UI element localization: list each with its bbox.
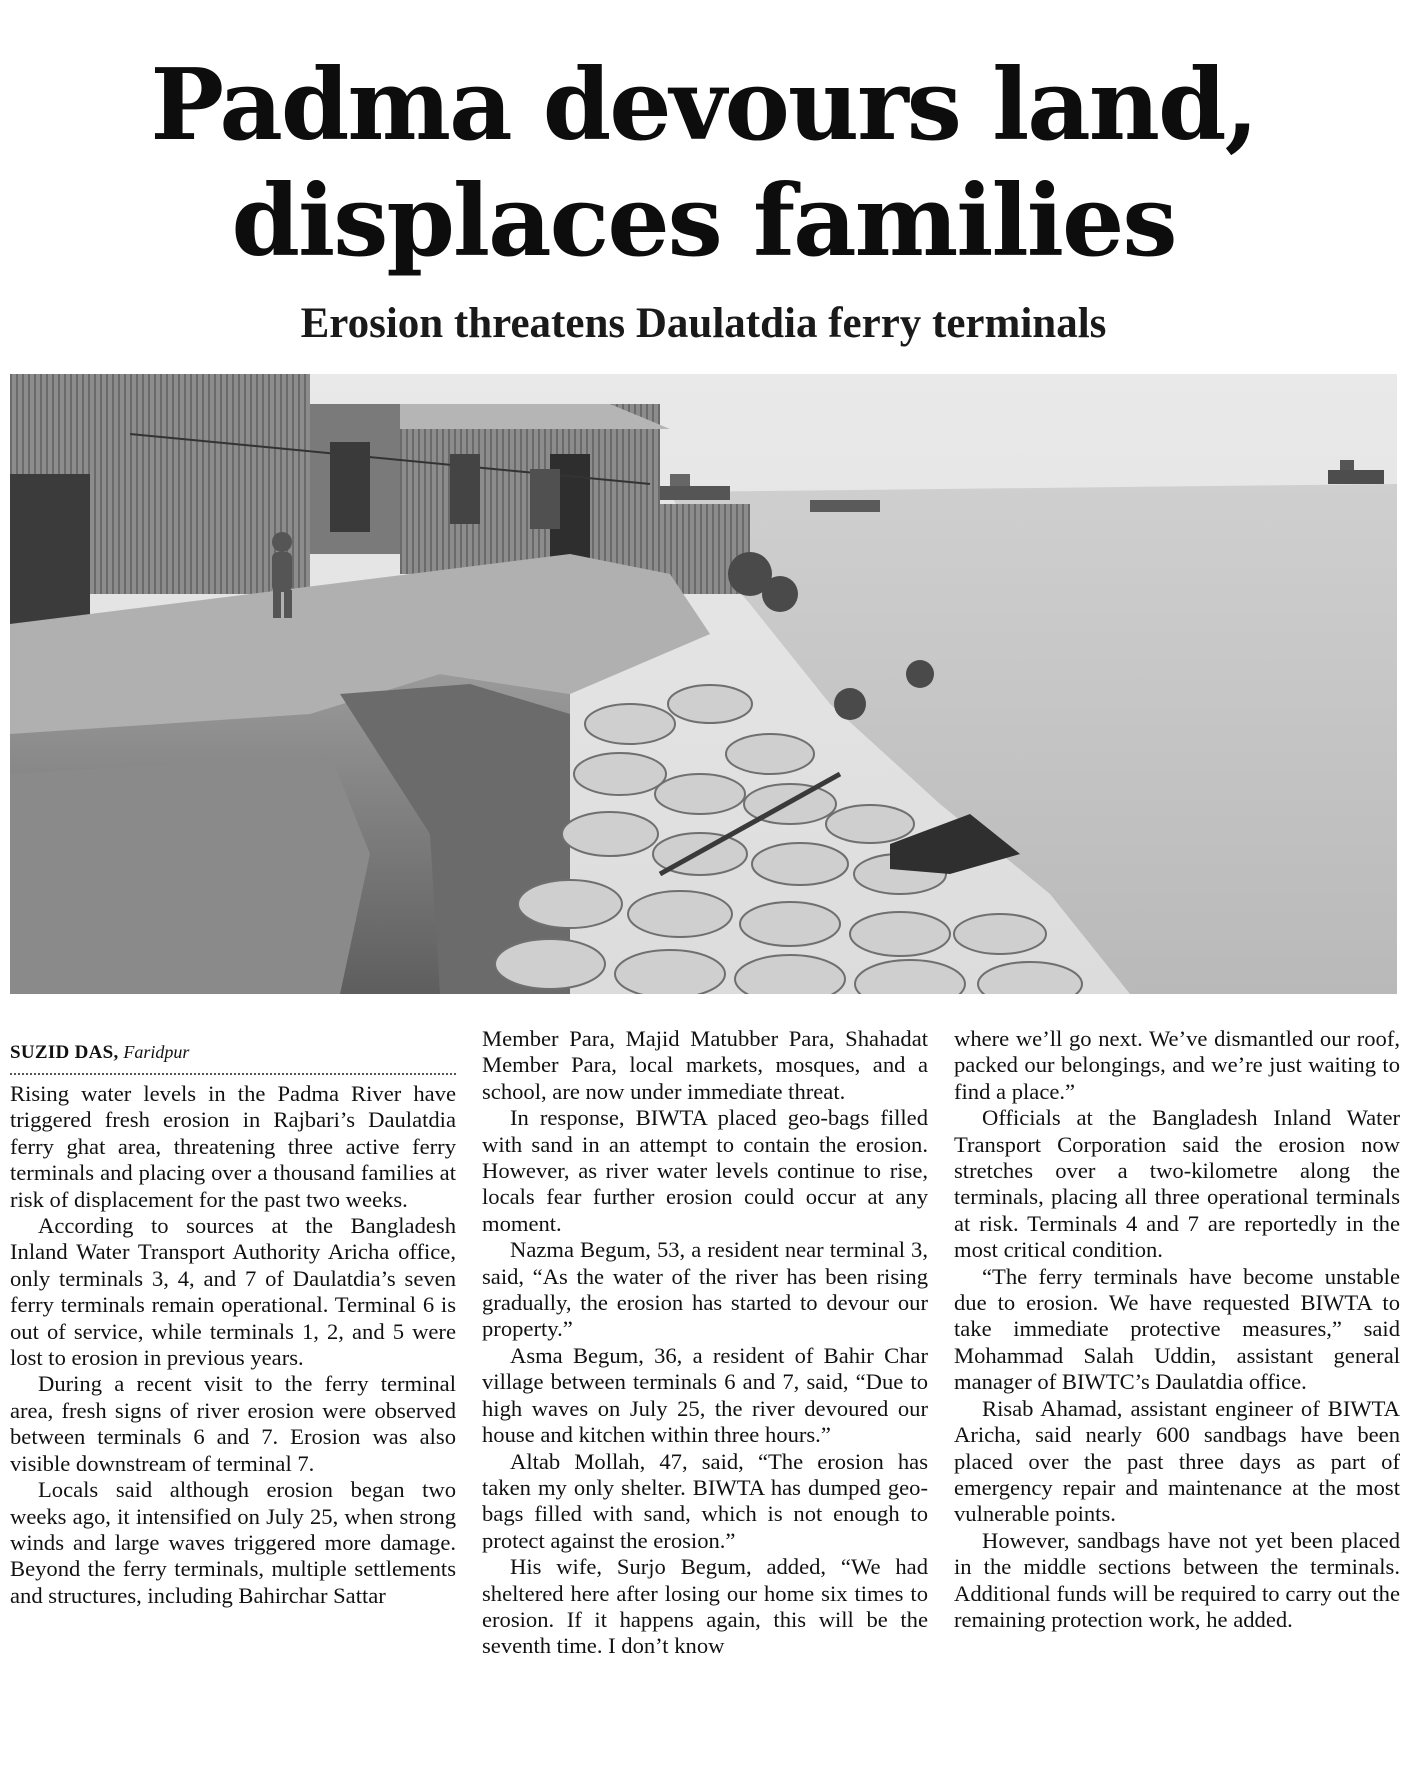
subheadline: Erosion threatens Daulatdia ferry terminals xyxy=(300,300,1107,347)
article-column-2 xyxy=(482,1026,928,1761)
paragraph: According to sources at the Bangladesh Inland Water Transport Authority Aricha office, only terminals 3, 4, and 7 of Daulatdia’s seven ferry terminals remain operational. Terminal 6 is out of service, while terminals 1, 2, and 5 were lost to erosion in previous years. xyxy=(10,1213,456,1371)
paragraph: During a recent visit to the ferry terminal area, fresh signs of river erosion were observed between terminals 6 and 7. Erosion was also visible downstream of terminal 7. xyxy=(10,1371,456,1476)
article-column-3 xyxy=(954,1026,1400,1761)
paragraph: Risab Ahamad, assistant engineer of BIWTA Aricha, said nearly 600 sandbags have been placed over the past three days as part of emergency repair and maintenance at the most vulnerable points. xyxy=(954,1395,1400,1527)
headline-line-2: displaces families xyxy=(231,164,1176,279)
headline xyxy=(0,48,1407,280)
byline xyxy=(10,1026,456,1075)
paragraph: Locals said although erosion began two weeks ago, it intensified on July 25, when strong winds and large waves triggered more damage. Beyond the ferry terminals, multiple settlements and structures, including Bahirchar Sattar xyxy=(10,1477,456,1608)
headline-line-1: Padma devours land, xyxy=(150,48,1257,163)
paragraph: Altab Mollah, 47, said, “The erosion has taken my only shelter. BIWTA has dumped geo-bags filled with sand, which is not enough to protect against the erosion.” xyxy=(482,1448,928,1553)
paragraph: “The ferry terminals have become unstable due to erosion. We have requested BIWTA to take immediate protective measures,” said Mohammad Salah Uddin, assistant general manager of BIWTC’s Daulatdia office. xyxy=(954,1263,1400,1395)
paragraph: However, sandbags have not yet been placed in the middle sections between the terminals. Additional funds will be required to carry out the remaining protection work, he added. xyxy=(954,1527,1400,1632)
byline-location: Faridpur xyxy=(123,1042,190,1062)
article-body xyxy=(0,1026,1407,1761)
paragraph: Rising water levels in the Padma River have triggered fresh erosion in Rajbari’s Daulatdia ferry ghat area, threatening three active ferry terminals and placing over a thousand families at risk of displacement for the past two weeks. xyxy=(10,1081,456,1212)
article-column-1 xyxy=(10,1026,456,1761)
paragraph: Officials at the Bangladesh Inland Water Transport Corporation said the erosion now stretches over a two-kilometre along the terminals, placing all three operational terminals at risk. Terminals 4 and 7 are reportedly in the most critical condition. xyxy=(954,1105,1400,1263)
paragraph: His wife, Surjo Begum, added, “We had sheltered here after losing our home six times to erosion. If it happens again, this will be the seventh time. I don’t know xyxy=(482,1554,928,1659)
paragraph: Member Para, Majid Matubber Para, Shahadat Member Para, local markets, mosques, and a school, are now under immediate threat. xyxy=(482,1026,928,1104)
byline-author: SUZID DAS, xyxy=(10,1042,119,1063)
riverbank-erosion-photo xyxy=(10,374,1397,994)
news-photo xyxy=(10,374,1397,994)
paragraph: Asma Begum, 36, a resident of Bahir Char village between terminals 6 and 7, said, “Due to high waves on July 25, the river devoured our house and kitchen within three hours.” xyxy=(482,1342,928,1448)
paragraph: Nazma Begum, 53, a resident near terminal 3, said, “As the water of the river has been rising gradually, the erosion has started to devour our property.” xyxy=(482,1237,928,1342)
paragraph: In response, BIWTA placed geo-bags filled with sand in an attempt to contain the erosion. However, as river water levels continue to rise, locals fear further erosion could occur at any moment. xyxy=(482,1105,928,1236)
paragraph: where we’ll go next. We’ve dismantled our roof, packed our belongings, and we’re just waiting to find a place.” xyxy=(954,1026,1400,1104)
